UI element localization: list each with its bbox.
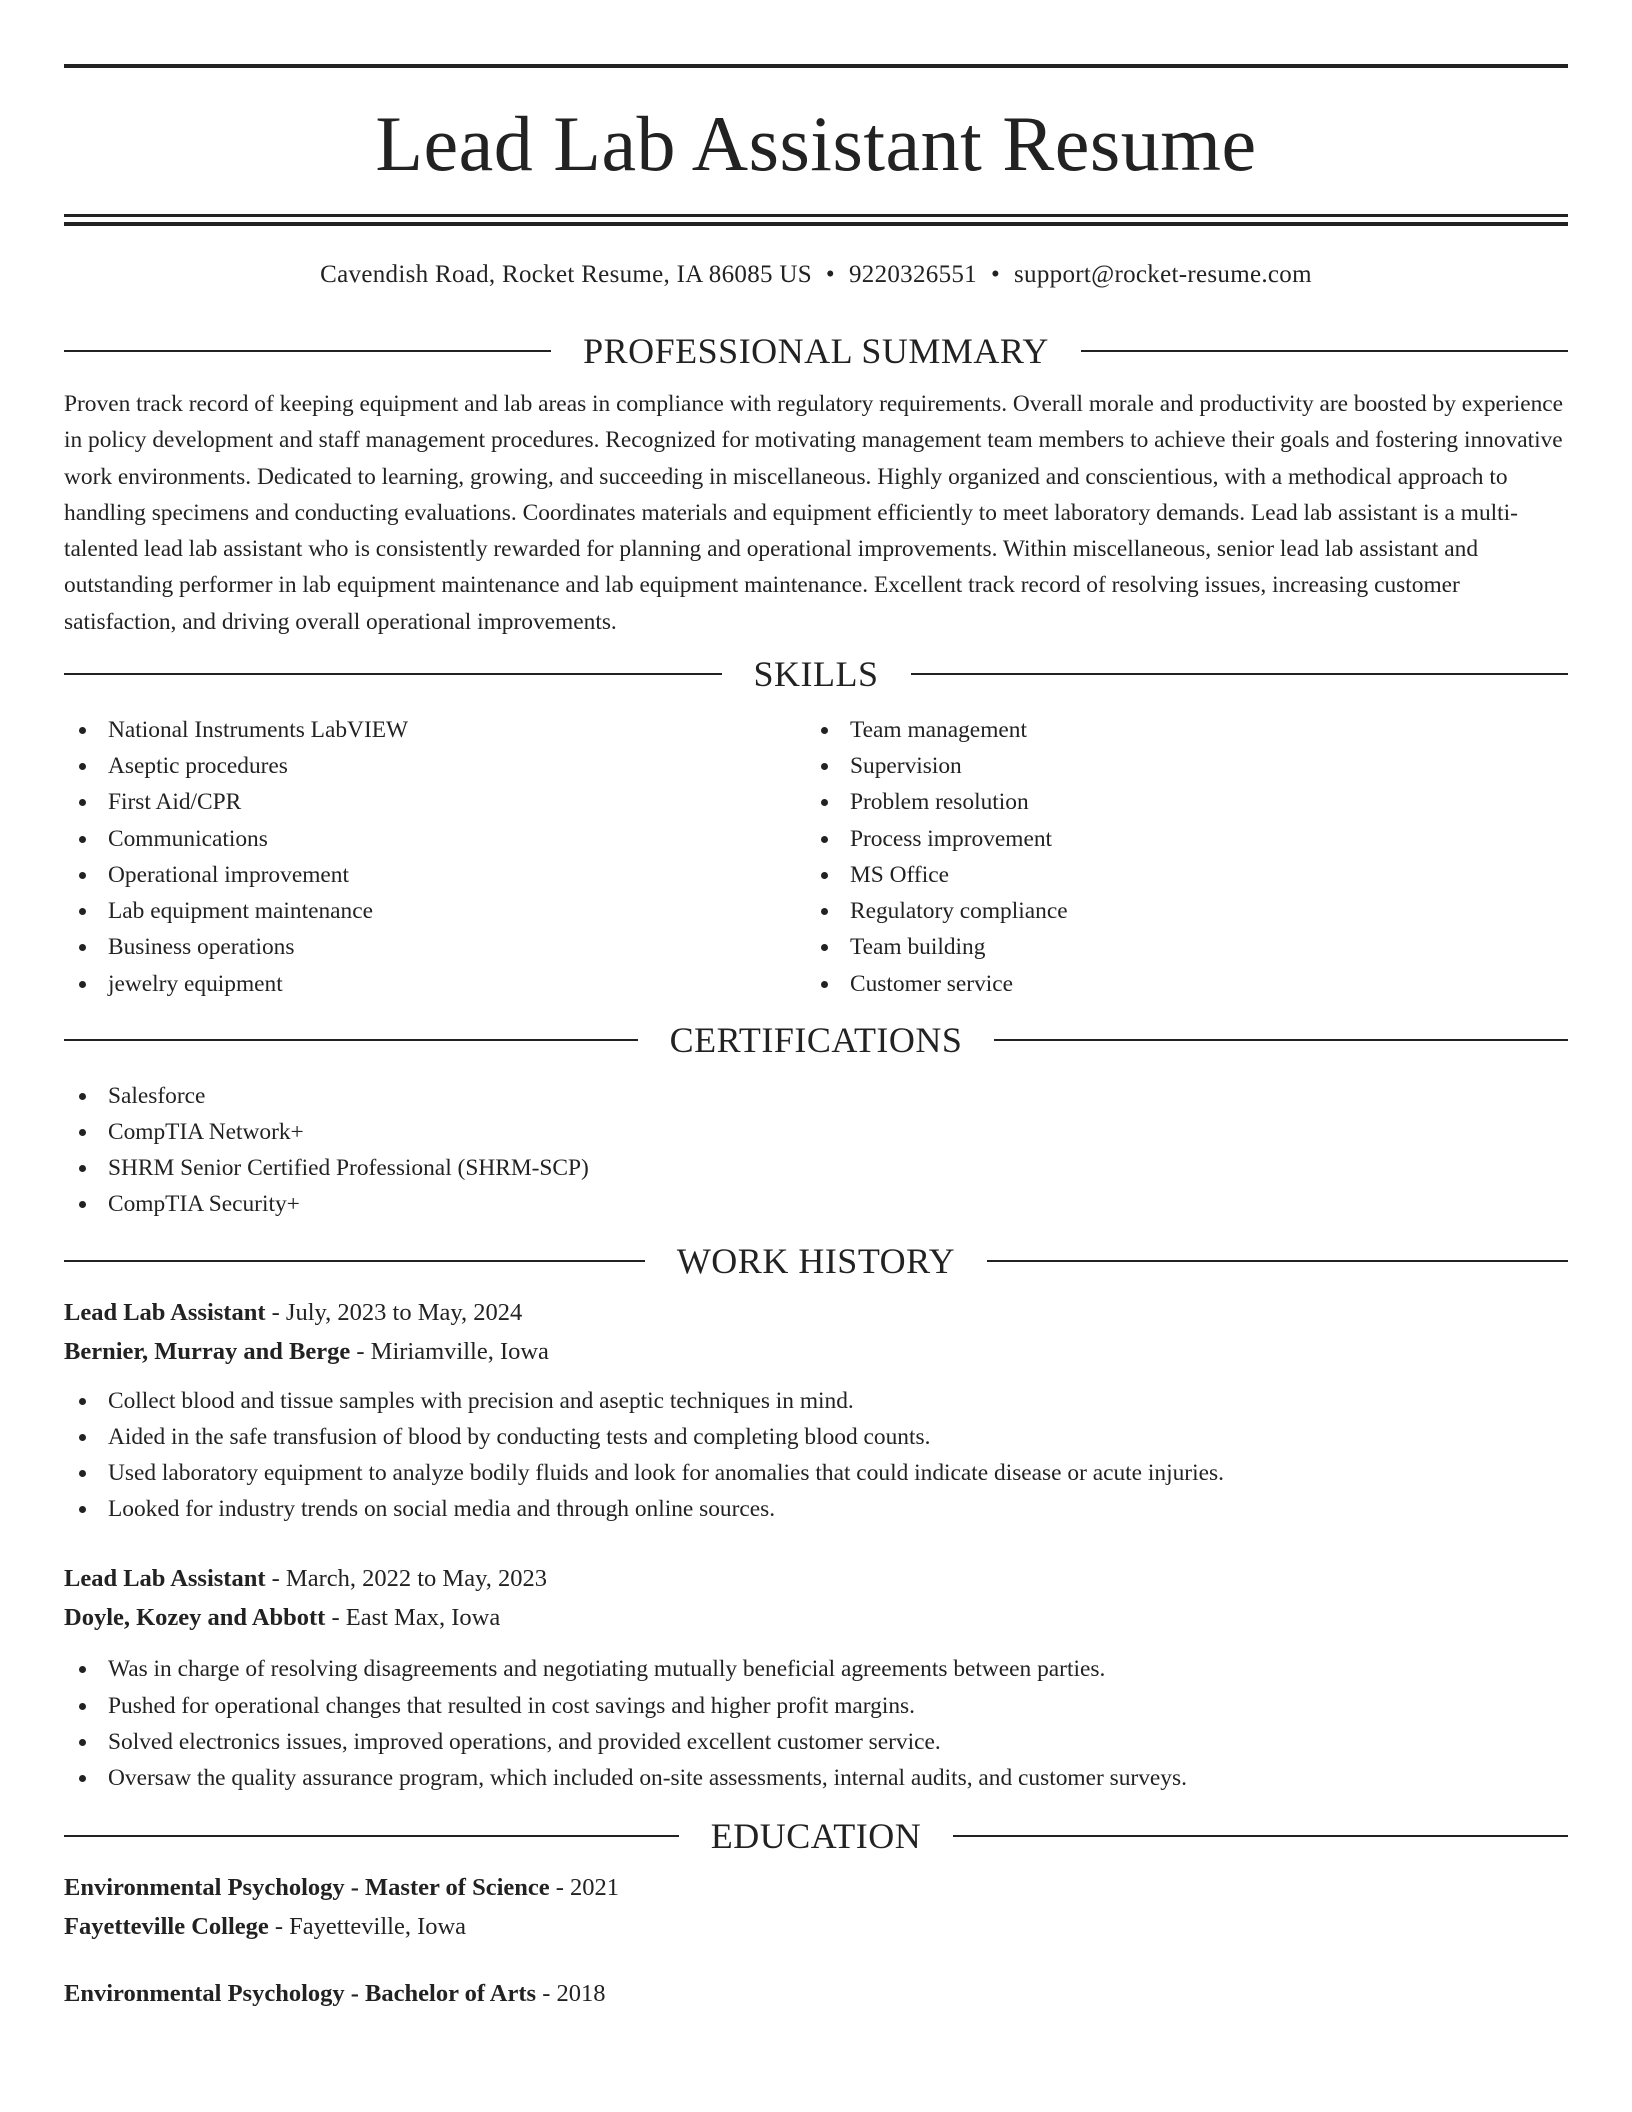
education-school: Fayetteville College <box>64 1913 269 1941</box>
skill-item: Process improvement <box>806 821 1548 857</box>
section-rule <box>911 673 1569 675</box>
contact-email: support@rocket-resume.com <box>1014 261 1312 288</box>
skills-columns <box>64 712 1568 1002</box>
section-rule <box>64 1835 679 1837</box>
section-title-certifications: CERTIFICATIONS <box>669 1019 963 1060</box>
top-rule <box>64 64 1568 68</box>
skill-item: Operational improvement <box>64 857 806 893</box>
job-entry <box>64 1559 1568 1796</box>
job-company: Doyle, Kozey and Abbott <box>64 1604 326 1632</box>
job-bullets <box>64 1651 1568 1796</box>
job-title-line <box>64 1559 1568 1598</box>
job-bullet: Used laboratory equipment to analyze bodily fluids and look for anomalies that could indicate disease or acute injuries. <box>64 1455 1568 1491</box>
certification-item: SHRM Senior Certified Professional (SHRM-SCP) <box>64 1150 1568 1186</box>
skills-list-left <box>64 712 806 1002</box>
skill-item: Customer service <box>806 966 1548 1002</box>
education-degree: Environmental Psychology - Bachelor of Arts <box>64 1980 537 2008</box>
section-rule <box>64 350 551 352</box>
section-rule <box>64 1260 645 1262</box>
education-degree-line <box>64 1868 1568 1907</box>
education-entry <box>64 1974 1568 2013</box>
skill-item: Business operations <box>64 929 806 965</box>
skill-item: Lab equipment maintenance <box>64 893 806 929</box>
section-rule <box>994 1039 1568 1041</box>
section-title-work: WORK HISTORY <box>676 1240 956 1281</box>
skill-item: Problem resolution <box>806 784 1548 820</box>
section-title-education: EDUCATION <box>710 1816 922 1857</box>
education-year: - 2018 <box>536 1980 606 2008</box>
certification-item: Salesforce <box>64 1078 1568 1114</box>
section-header-summary <box>64 333 1568 369</box>
job-bullet: Pushed for operational changes that resulted in cost savings and higher profit margins. <box>64 1688 1568 1724</box>
job-title: Lead Lab Assistant <box>64 1565 266 1593</box>
section-title-summary: PROFESSIONAL SUMMARY <box>583 331 1049 371</box>
job-company: Bernier, Murray and Berge <box>64 1337 351 1365</box>
job-bullet: Was in charge of resolving disagreements and negotiating mutually beneficial agreements between parties. <box>64 1651 1568 1687</box>
job-bullet: Aided in the safe transfusion of blood by conducting tests and completing blood counts. <box>64 1419 1568 1455</box>
page-title: Lead Lab Assistant Resume <box>375 100 1257 187</box>
skill-item: Supervision <box>806 748 1548 784</box>
education-degree-line <box>64 1974 1568 2013</box>
skill-item: Aseptic procedures <box>64 748 806 784</box>
job-title: Lead Lab Assistant <box>64 1298 266 1326</box>
education-school-line <box>64 1907 1568 1946</box>
skill-item: Communications <box>64 821 806 857</box>
job-entry <box>64 1293 1568 1528</box>
certification-item: CompTIA Security+ <box>64 1186 1568 1222</box>
section-header-education <box>64 1816 1568 1857</box>
skill-item: jewelry equipment <box>64 966 806 1002</box>
section-rule <box>64 673 722 675</box>
contact-address: Cavendish Road, Rocket Resume, IA 86085 US <box>320 261 812 288</box>
job-location: - Miriamville, Iowa <box>350 1337 549 1365</box>
summary-paragraph: Proven track record of keeping equipment and lab areas in compliance with regulatory requirements. Overall morale and productivity are boosted by experience in policy development and staff management procedures. Recognized for motivating management team members to achieve their goals and fostering innovative work environments. Dedicated to learning, growing, and succeeding in miscellaneous. Highly organized and conscientious, with a methodical approach to handling specimens and conducting evaluations. Coordinates materials and equipment efficiently to meet laboratory demands. Lead lab assistant is a multi-talented lead lab assistant who is consistently rewarded for planning and operational improvements. Within miscellaneous, senior lead lab assistant and outstanding performer in lab equipment maintenance and lab equipment maintenance. Excellent track record of resolving issues, increasing customer satisfaction, and driving overall operational improvements. <box>64 391 1564 635</box>
education-entry <box>64 1868 1568 1946</box>
section-header-work <box>64 1240 1568 1281</box>
job-dates: - July, 2023 to May, 2024 <box>265 1298 523 1326</box>
job-dates: - March, 2022 to May, 2023 <box>265 1565 547 1593</box>
certifications-list <box>64 1078 1568 1223</box>
skill-item: National Instruments LabVIEW <box>64 712 806 748</box>
title-double-rule <box>64 214 1568 226</box>
contact-separator: • <box>825 261 835 288</box>
job-title-line <box>64 1293 1568 1332</box>
job-bullets <box>64 1383 1568 1528</box>
job-location: - East Max, Iowa <box>325 1604 501 1632</box>
job-company-line <box>64 1332 1568 1371</box>
section-header-skills <box>64 654 1568 695</box>
section-title-skills: SKILLS <box>753 654 879 695</box>
skill-item: Team building <box>806 929 1548 965</box>
skills-list-right <box>806 712 1548 1002</box>
skill-item: Regulatory compliance <box>806 893 1548 929</box>
contact-phone: 9220326551 <box>848 261 977 288</box>
section-rule <box>987 1260 1568 1262</box>
contact-line <box>64 262 1568 287</box>
section-header-certifications <box>64 1019 1568 1060</box>
certification-item: CompTIA Network+ <box>64 1114 1568 1150</box>
skill-item: First Aid/CPR <box>64 784 806 820</box>
section-rule <box>953 1835 1568 1837</box>
resume-page <box>64 64 1568 2013</box>
section-rule <box>1081 350 1568 352</box>
job-bullet: Looked for industry trends on social media and through online sources. <box>64 1491 1568 1527</box>
section-rule <box>64 1039 638 1041</box>
job-bullet: Collect blood and tissue samples with precision and aseptic techniques in mind. <box>64 1383 1568 1419</box>
job-company-line <box>64 1598 1568 1637</box>
education-degree: Environmental Psychology - Master of Science <box>64 1874 550 1902</box>
job-bullet: Solved electronics issues, improved operations, and provided excellent customer service. <box>64 1724 1568 1760</box>
job-bullet: Oversaw the quality assurance program, which included on-site assessments, internal audits, and customer surveys. <box>64 1760 1568 1796</box>
education-location: - Fayetteville, Iowa <box>268 1913 467 1941</box>
contact-separator: • <box>990 261 1001 288</box>
skill-item: MS Office <box>806 857 1548 893</box>
education-year: - 2021 <box>549 1874 620 1902</box>
skill-item: Team management <box>806 712 1548 748</box>
